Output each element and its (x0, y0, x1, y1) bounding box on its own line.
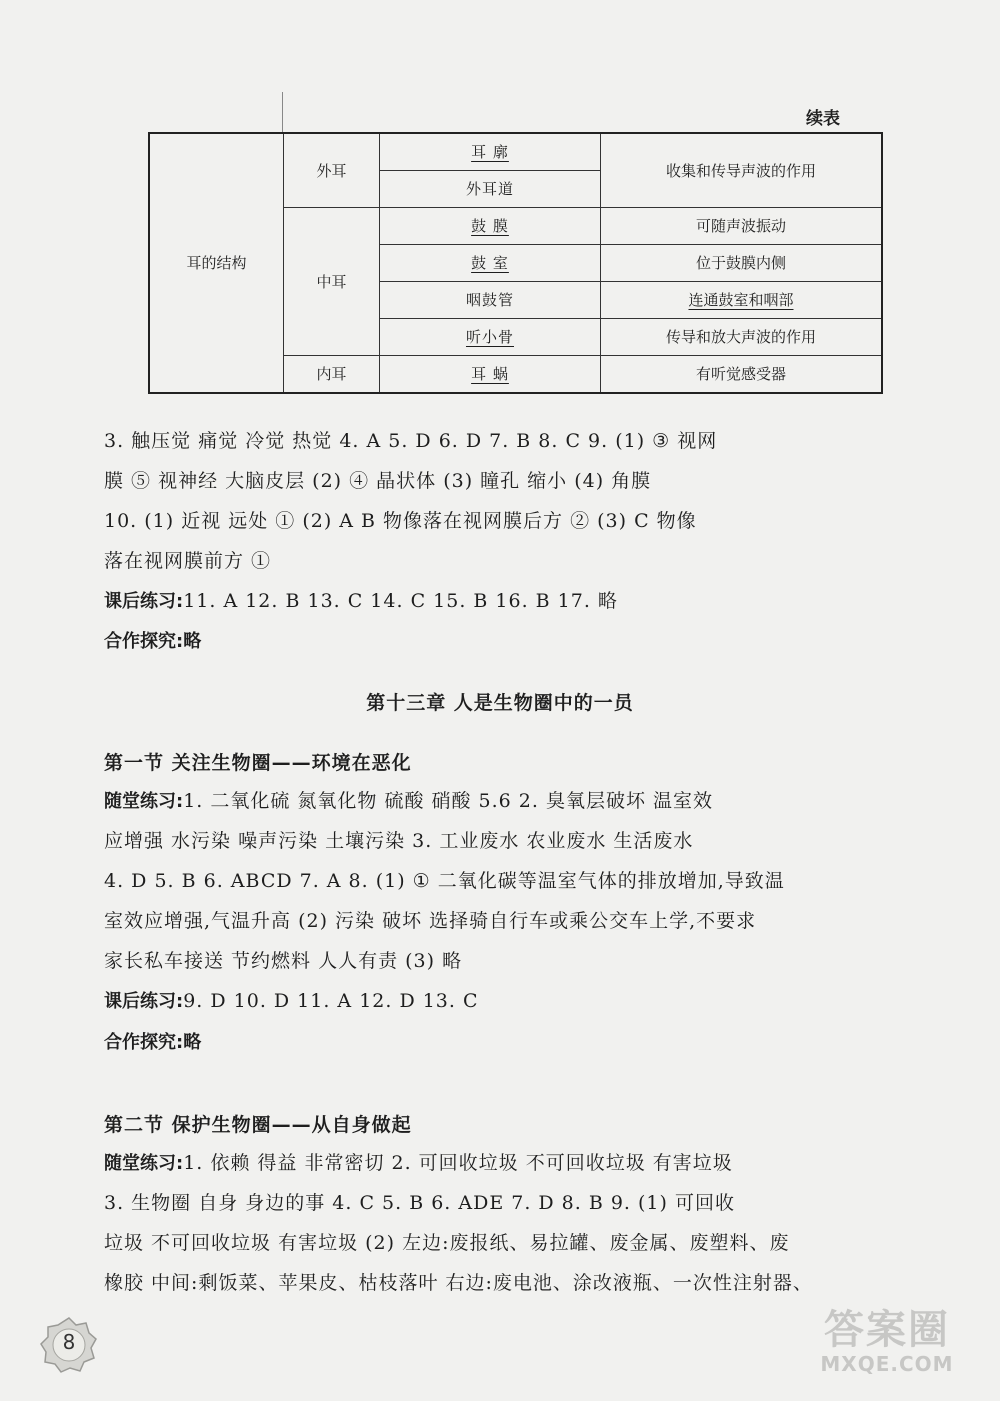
table-continued-label: 续表 (806, 109, 840, 129)
section-2-title: 第二节 保护生物圈——从自身做起 (104, 1114, 412, 1136)
watermark-title: 答案圈 (824, 1307, 950, 1353)
function-cell: 位于鼓膜内侧 (601, 245, 883, 282)
watermark-url: MXQE.COM (820, 1352, 954, 1376)
answer-line: 4. D 5. B 6. ABCD 7. A 8. (1) ① 二氧化碳等温室气体的排放增加,导致温 (104, 870, 785, 892)
answer-line: 3. 触压觉 痛觉 冷觉 热觉 4. A 5. D 6. D 7. B 8. C 9. (1) ③ 视网 (104, 430, 718, 452)
answer-line: 垃圾 不可回收垃圾 有害垃圾 (2) 左边:废报纸、易拉罐、废金属、废塑料、废 (104, 1232, 790, 1254)
part-cell: 咽鼓管 (380, 282, 601, 319)
answer-line: 应增强 水污染 噪声污染 土壤污染 3. 工业废水 农业废水 生活废水 (104, 830, 694, 852)
section-1-title: 第一节 关注生物圈——环境在恶化 (104, 752, 412, 774)
part-cell: 耳 蜗 (380, 356, 601, 394)
answer-line: 家长私车接送 节约燃料 人人有责 (3) 略 (104, 950, 463, 972)
chapter-title: 第十三章 人是生物圈中的一员 (366, 692, 634, 714)
answer-line: 橡胶 中间:剩饭菜、苹果皮、枯枝落叶 右边:废电池、涂改液瓶、一次性注射器、 (104, 1272, 813, 1294)
function-cell: 可随声波振动 (601, 208, 883, 245)
answer-line: 合作探究:略 (104, 631, 202, 652)
part-cell: 鼓 室 (380, 245, 601, 282)
ear-structure-table (148, 132, 883, 394)
margin-mark (282, 92, 283, 132)
answer-line: 10. (1) 近视 远处 ① (2) A B 物像落在视网膜后方 ② (3) C 物像 (104, 510, 697, 532)
answer-line: 室效应增强,气温升高 (2) 污染 破坏 选择骑自行车或乘公交车上学,不要求 (104, 910, 757, 932)
answer-line: 随堂练习:1. 依赖 得益 非常密切 2. 可回收垃圾 不可回收垃圾 有害垃圾 (104, 1152, 733, 1174)
part-cell: 耳 廓 (380, 133, 601, 171)
function-cell: 传导和放大声波的作用 (601, 319, 883, 356)
answer-line: 课后练习:9. D 10. D 11. A 12. D 13. C (104, 990, 479, 1012)
group-middle-ear: 中耳 (284, 208, 380, 356)
table-category: 耳的结构 (149, 133, 284, 393)
answer-line: 课后练习:11. A 12. B 13. C 14. C 15. B 16. B 17. 略 (104, 590, 618, 612)
group-inner-ear: 内耳 (284, 356, 380, 394)
part-cell: 鼓 膜 (380, 208, 601, 245)
function-cell: 连通鼓室和咽部 (601, 282, 883, 319)
answer-line: 3. 生物圈 自身 身边的事 4. C 5. B 6. ADE 7. D 8. B 9. (1) 可回收 (104, 1192, 735, 1214)
answer-line: 落在视网膜前方 ① (104, 550, 272, 572)
watermark (792, 1308, 982, 1376)
part-cell: 听小骨 (380, 319, 601, 356)
answer-line: 合作探究:略 (104, 1032, 202, 1053)
answer-line: 随堂练习:1. 二氧化硫 氮氧化物 硫酸 硝酸 5.6 2. 臭氧层破坏 温室效 (104, 790, 713, 812)
answer-line: 膜 ⑤ 视神经 大脑皮层 (2) ④ 晶状体 (3) 瞳孔 缩小 (4) 角膜 (104, 470, 652, 492)
function-cell: 收集和传导声波的作用 (601, 133, 883, 208)
function-cell: 有听觉感受器 (601, 356, 883, 394)
page-number: 8 (62, 1330, 76, 1354)
group-outer-ear: 外耳 (284, 133, 380, 208)
part-cell: 外耳道 (380, 171, 601, 208)
